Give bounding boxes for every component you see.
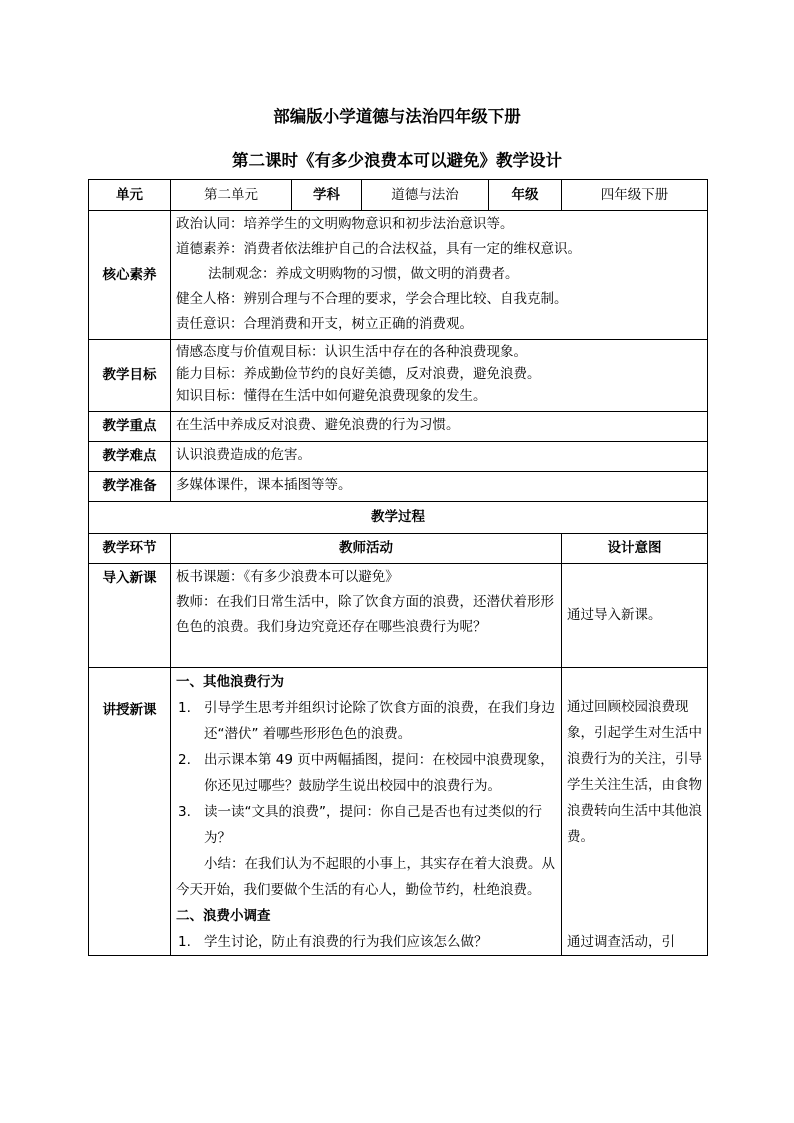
- section-heading: 一、其他浪费行为: [176, 674, 284, 690]
- grade-label: 年级: [489, 180, 562, 211]
- summary-text: 小结：在我们认为不起眼的小事上，其实存在着大浪费。从今天开始，我们要做个生活的有心人，勤俭节约，杜绝浪费。: [176, 856, 555, 898]
- prep-label: 教学准备: [89, 472, 171, 502]
- key-row: [89, 412, 708, 442]
- unit-value: 第二单元: [171, 180, 292, 211]
- item-text: 学生讨论，防止有浪费的行为我们应该怎么做？: [204, 934, 488, 950]
- list-item: [176, 799, 557, 851]
- core-row: [89, 211, 708, 340]
- grade-value: 四年级下册: [562, 180, 708, 211]
- item-text: 出示课本第 49 页中两幅插图，提问：在校园中浪费现象，你还见过哪些？鼓励学生说出校园中的浪费行为。: [204, 752, 554, 794]
- core-line: 责任意识：合理消费和开支，树立正确的消费观。: [176, 316, 473, 332]
- intent-text: 通过回顾校园浪费现象，引起学生对生活中浪费行为的关注，引导学生关注生活，由食物浪费转向生活中其他浪费。: [567, 699, 702, 845]
- item-text: 读一读“文具的浪费”，提问：你自己是否也有过类似的行为？: [204, 804, 542, 846]
- teach-row: [89, 668, 708, 956]
- intro-row: [89, 564, 708, 668]
- stage-column-header: 教学环节: [89, 534, 171, 564]
- list-item: [176, 747, 557, 799]
- list-item: [176, 695, 557, 747]
- core-label: 核心素养: [89, 211, 171, 340]
- prep-text: 多媒体课件，课本插图等等。: [171, 472, 708, 502]
- goal-line: 知识目标：懂得在生活中如何避免浪费现象的发生。: [176, 388, 487, 404]
- lesson-title: 第二课时《有多少浪费本可以避免》教学设计: [232, 151, 562, 170]
- teach-stage: 讲授新课: [89, 668, 171, 956]
- core-line: 法制观念：养成文明购物的习惯，做文明的消费者。: [208, 266, 519, 282]
- subject-label: 学科: [292, 180, 362, 211]
- intro-paragraph: 教师：在我们日常生活中，除了饮食方面的浪费，还潜伏着形形色色的浪费。我们身边究竟还存在哪些浪费行为呢？: [176, 594, 554, 635]
- item-number: 1.: [178, 934, 191, 950]
- intro-stage: 导入新课: [89, 564, 171, 668]
- document-title: 部编版小学道德与法治四年级下册: [273, 107, 521, 126]
- core-line: 健全人格：辨别合理与不合理的要求，学会合理比较、自我克制。: [176, 291, 568, 307]
- item-number: 1.: [178, 700, 191, 716]
- goal-line: 情感态度与价值观目标：认识生活中存在的各种浪费现象。: [176, 344, 527, 360]
- goals-row: [89, 340, 708, 412]
- unit-label: 单元: [89, 180, 171, 211]
- lesson-plan-table: [88, 179, 708, 956]
- item-number: 3.: [178, 804, 191, 820]
- core-line: 道德素养：消费者依法维护自己的合法权益，具有一定的维权意识。: [176, 241, 581, 257]
- prep-row: [89, 472, 708, 502]
- process-title: 教学过程: [89, 502, 708, 534]
- teach-intent: [562, 668, 708, 956]
- goal-line: 能力目标：养成勤俭节约的良好美德，反对浪费，避免浪费。: [176, 366, 541, 382]
- core-content: [171, 211, 708, 340]
- key-text: 在生活中养成反对浪费、避免浪费的行为习惯。: [171, 412, 708, 442]
- intro-content: [171, 564, 562, 668]
- goals-content: [171, 340, 708, 412]
- process-title-row: [89, 502, 708, 534]
- teacher-column-header: 教师活动: [171, 534, 562, 564]
- subject-value: 道德与法治: [362, 180, 489, 211]
- intent-text: 通过调查活动，引: [567, 934, 675, 950]
- intro-intent: 通过导入新课。: [562, 564, 708, 668]
- section-heading: 二、浪费小调查: [176, 908, 271, 924]
- header-row: [89, 180, 708, 211]
- difficulty-label: 教学难点: [89, 442, 171, 472]
- item-text: 引导学生思考并组织讨论除了饮食方面的浪费，在我们身边还“潜伏” 着哪些形形色色的浪费。: [204, 700, 555, 742]
- intent-column-header: 设计意图: [562, 534, 708, 564]
- goals-label: 教学目标: [89, 340, 171, 412]
- intro-line: 板书课题：《有多少浪费本可以避免》: [176, 569, 399, 585]
- teach-content: [171, 668, 562, 956]
- core-line: 政治认同：培养学生的文明购物意识和初步法治意识等。: [176, 216, 514, 232]
- difficulty-row: [89, 442, 708, 472]
- item-number: 2.: [178, 752, 191, 768]
- list-item: [176, 929, 557, 955]
- process-header-row: [89, 534, 708, 564]
- key-label: 教学重点: [89, 412, 171, 442]
- difficulty-text: 认识浪费造成的危害。: [171, 442, 708, 472]
